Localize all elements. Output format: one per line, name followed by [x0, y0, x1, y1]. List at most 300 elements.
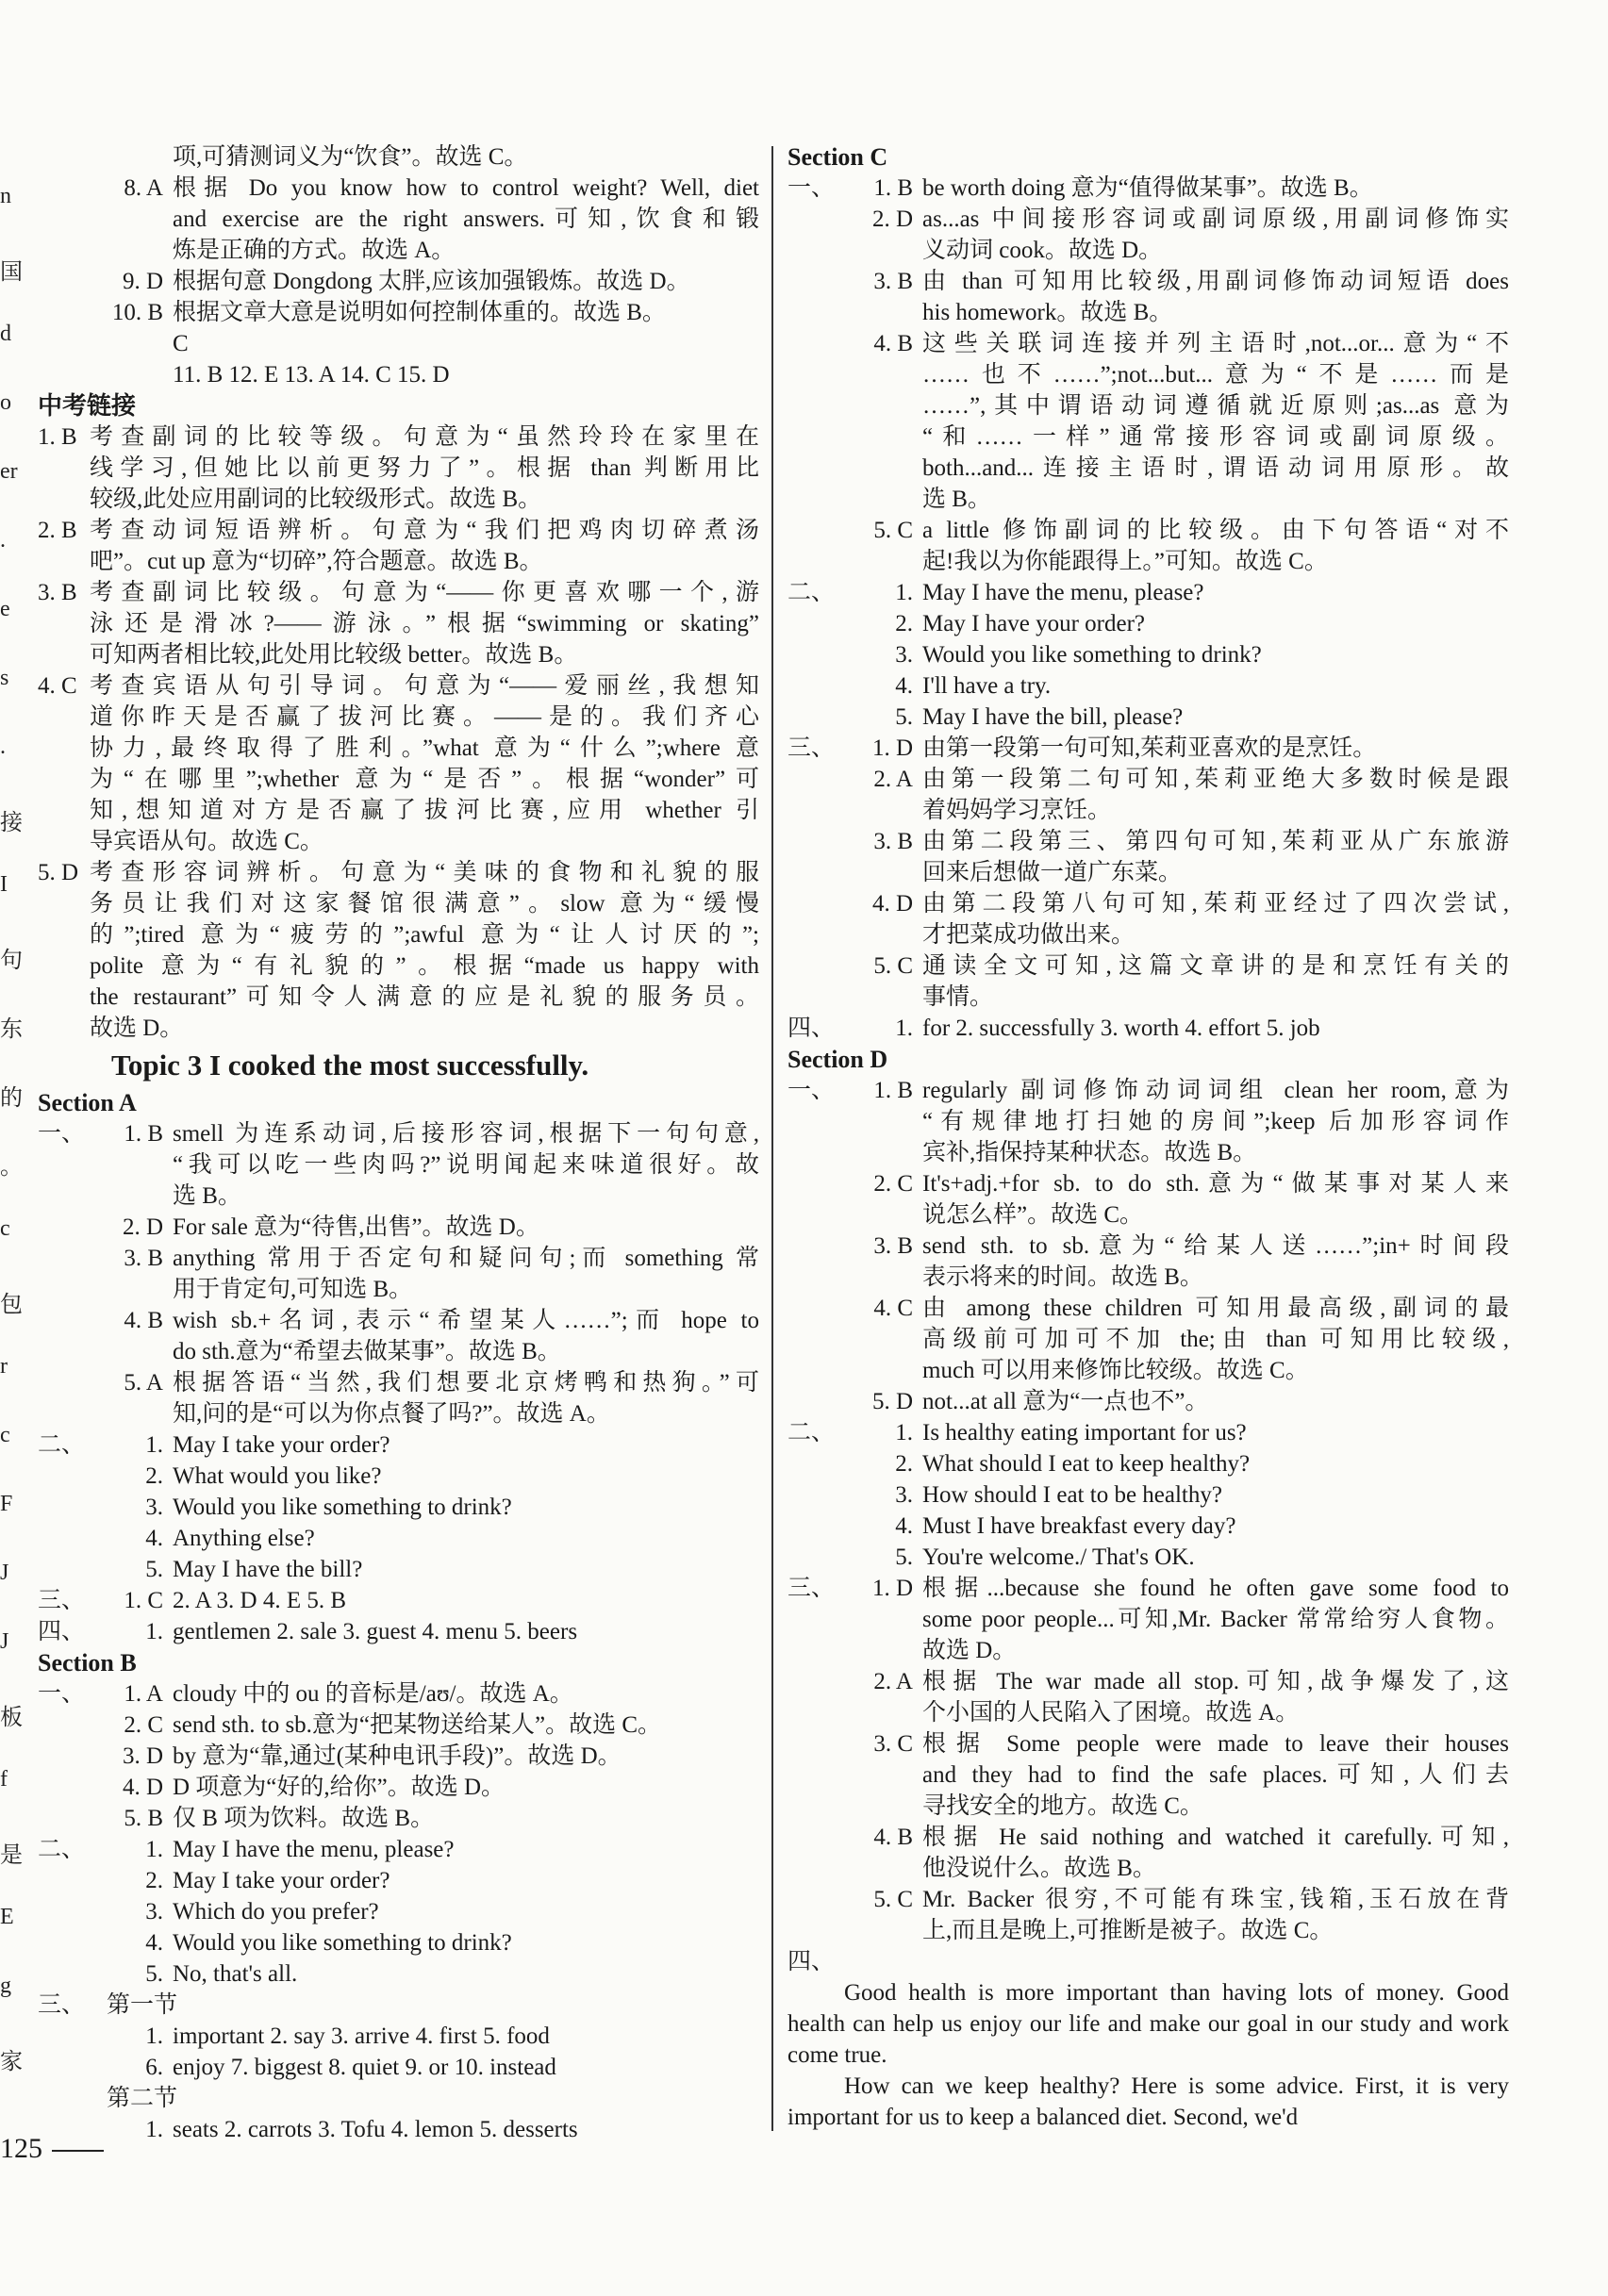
essay-paragraph-1: Good health is more important than having lots of money. Good health can help us enjoy our life and make our goal in our study and work come true. [787, 1980, 1509, 2068]
edge-fragment: c [0, 1216, 10, 1241]
answer-text: 较级,此处应用副词的比较级形式。故选 B。 [90, 487, 542, 512]
edge-fragment: 。 [0, 1155, 23, 1180]
edge-fragment: er [0, 459, 18, 484]
answer-text: C [173, 331, 189, 356]
answer-text: May I have the menu, please? [922, 580, 1204, 605]
question-number: 2. C [124, 1712, 163, 1738]
edge-fragment: o [0, 390, 11, 415]
answer-text: 泳还是滑冰?——游泳。”根据“swimming or skating” [90, 611, 759, 636]
question-group-marker: 二、 [787, 1420, 836, 1445]
answer-text: 根据文章大意是说明如何控制体重的。故选 B。 [173, 300, 666, 325]
answer-text: Which do you prefer? [173, 1899, 379, 1924]
answer-text: For sale 意为“待售,出售”。故选 D。 [173, 1214, 539, 1240]
answer-text: 故选 D。 [922, 1638, 1017, 1663]
answer-text: 考查动词短语辨析。句意为“我们把鸡肉切碎煮汤 [90, 518, 759, 543]
answer-line [787, 982, 1509, 1013]
answer-line [38, 670, 759, 702]
answer-line [38, 826, 759, 857]
answer-line [787, 1262, 1509, 1293]
edge-fragment: 东 [0, 1017, 23, 1042]
essay [787, 1977, 1509, 2133]
answer-line [787, 359, 1509, 390]
answer-text: 高级前可加可不加 the;由 than 可知用比较级, [922, 1327, 1509, 1352]
answer-line [787, 577, 1509, 608]
edge-fragment: e [0, 597, 10, 621]
section-b-answers [38, 1678, 759, 2145]
answer-text: 考查副词比较级。句意为“——你更喜欢哪一个,游 [90, 580, 759, 605]
answer-text: 这些关联词连接并列主语时,not...or...意为“不 [922, 331, 1509, 356]
edge-fragment: c [0, 1423, 10, 1447]
answer-line [787, 795, 1509, 826]
edge-fragment: g [0, 1974, 11, 1998]
answer-text: 协力,最终取得了胜利。”what 意为“什么”;where 意 [90, 735, 759, 761]
answer-line [787, 1791, 1509, 1822]
answer-line [38, 1741, 759, 1772]
question-group-marker: 2. B [38, 518, 77, 543]
answer-text: do sth.意为“希望去做某事”。故选 B。 [173, 1339, 561, 1364]
answer-text: 由 among these children 可知用最高级,副词的最 [922, 1296, 1509, 1321]
edge-fragment: 板 [0, 1706, 23, 1730]
answer-line [38, 1336, 759, 1367]
edge-fragment: s [0, 666, 9, 690]
answer-text: 故选 D。 [90, 1016, 184, 1041]
question-number: 3. B [873, 1233, 913, 1259]
question-number: 4. [145, 1930, 163, 1956]
answer-text: May I take your order? [173, 1432, 390, 1458]
question-number: 3. D [122, 1743, 163, 1769]
question-group-marker: 四、 [787, 1016, 836, 1041]
question-number: 2. D [122, 1214, 163, 1240]
answer-line [787, 484, 1509, 515]
question-number: 5. C [873, 518, 913, 543]
answer-line [38, 2114, 759, 2145]
answer-text: send sth. to sb.意为“给某人送……”;in+时间段 [922, 1233, 1509, 1259]
answer-line [787, 1386, 1509, 1417]
answer-line [787, 421, 1509, 453]
answer-text: May I have the menu, please? [173, 1837, 455, 1862]
answer-line [38, 204, 759, 235]
answer-line [38, 702, 759, 733]
answer-line [787, 204, 1509, 235]
answer-line [787, 1417, 1509, 1448]
answer-line [38, 608, 759, 639]
edge-fragment: 包 [0, 1293, 23, 1317]
answer-line [38, 515, 759, 546]
answer-text: 仅 B 项为饮料。故选 B。 [173, 1806, 435, 1831]
answer-text: 由第二段第三、第四句可知,茱莉亚从广东旅游 [922, 829, 1509, 854]
question-number: 5. [895, 704, 913, 730]
answer-text: 导宾语从句。故选 C。 [90, 829, 323, 854]
answer-line [38, 359, 759, 390]
question-number: 2. A [873, 1669, 913, 1694]
answer-line [38, 1554, 759, 1585]
answer-line [787, 1666, 1509, 1697]
section-c-heading: Section C [787, 143, 888, 171]
section-a-answers [38, 1118, 759, 1647]
answer-text: important 2. say 3. arrive 4. first 5. food [173, 2023, 550, 2049]
answer-text: 个小国的人民陷入了困境。故选 A。 [922, 1700, 1300, 1726]
question-number: 3. [895, 642, 913, 668]
answer-text: cloudy 中的 ou 的音标是/aʊ/。故选 A。 [173, 1681, 573, 1707]
answer-text: 着妈妈学习烹饪。 [922, 798, 1112, 823]
answer-text: Must I have breakfast every day? [922, 1513, 1236, 1539]
answer-text: ……”,其中谓语动词遵循就近原则;as...as 意为 [922, 393, 1509, 419]
question-number: 3. [145, 1899, 163, 1924]
answer-line [787, 1728, 1509, 1759]
topic2-answers-tail [38, 141, 759, 390]
answer-text: 知,想知道对方是否赢了拔河比赛,应用 whether 引 [90, 798, 759, 823]
section-b-heading: Section B [38, 1649, 137, 1677]
answer-line [787, 1106, 1509, 1137]
answer-text: 通读全文可知,这篇文章讲的是和烹饪有关的 [922, 953, 1509, 979]
answer-line [787, 453, 1509, 484]
answer-line [787, 857, 1509, 888]
answer-text: 根据答语“当然,我们想要北京烤鸭和热狗。”可 [173, 1370, 759, 1396]
answer-line [787, 1822, 1509, 1853]
question-number: 3. [895, 1482, 913, 1508]
question-group-marker: 4. C [38, 673, 77, 699]
answer-line [787, 950, 1509, 982]
answer-text: 由第一段第二句可知,茱莉亚绝大多数时候是跟 [922, 767, 1509, 792]
answer-text: 炼是正确的方式。故选 A。 [173, 238, 456, 263]
answer-text: 第一节 [107, 1992, 178, 2018]
answer-line [787, 702, 1509, 733]
answer-text: much 可以用来修饰比较级。故选 C。 [922, 1358, 1309, 1383]
section-d-heading: Section D [787, 1046, 888, 1073]
answer-line [787, 919, 1509, 950]
answer-text: 第二节 [107, 2086, 178, 2111]
question-number: 3. B [873, 269, 913, 294]
answer-line [38, 1523, 759, 1554]
answer-line [787, 1137, 1509, 1168]
answer-text: 吧”。cut up 意为“切碎”,符合题意。故选 B。 [90, 549, 543, 574]
edge-fragment: 接 [0, 811, 23, 835]
answer-text: Would you like something to drink? [173, 1930, 512, 1956]
answer-line [787, 235, 1509, 266]
answer-text: 根据句意 Dongdong 太胖,应该加强锻炼。故选 D。 [173, 269, 690, 294]
question-number: 4. D [122, 1775, 163, 1800]
answer-text: polite 意为“有礼貌的”。根据“made us happy with [90, 953, 759, 979]
essay-paragraph-2: How can we keep healthy? Here is some advice. First, it is very important for us to keep a balanced diet. Second, we'd [787, 2073, 1509, 2130]
section-a-heading: Section A [38, 1089, 137, 1116]
question-group-marker: 一、 [787, 1078, 836, 1103]
answer-text: May I take your order? [173, 1868, 390, 1893]
question-number: 2. [145, 1868, 163, 1893]
answer-line [787, 670, 1509, 702]
question-number: 1. [895, 1420, 913, 1445]
edge-fragment: 句 [0, 949, 23, 973]
answer-text: 线学习,但她比以前更努力了”。根据 than 判断用比 [90, 455, 759, 481]
question-number: 4. B [873, 1825, 913, 1850]
answer-line [787, 266, 1509, 297]
answer-line [787, 1884, 1509, 1915]
answer-text: How should I eat to be healthy? [922, 1482, 1222, 1508]
question-group-marker: 四、 [787, 1949, 836, 1974]
question-number: 1. [145, 1837, 163, 1862]
answer-text: and they had to find the safe places.可知,人们去 [922, 1762, 1509, 1788]
answer-text: send sth. to sb.意为“把某物送给某人”。故选 C。 [173, 1712, 662, 1738]
answer-line [787, 1915, 1509, 1946]
answer-line [38, 2052, 759, 2083]
question-group-marker: 三、 [787, 735, 836, 761]
answer-text: 义动词 cook。故选 D。 [922, 238, 1163, 263]
answer-line [787, 1604, 1509, 1635]
answer-line [38, 577, 759, 608]
edge-fragment: . [0, 735, 6, 759]
answer-line [38, 484, 759, 515]
question-number: 1. [895, 1016, 913, 1041]
question-group-marker: 三、 [38, 1992, 86, 2018]
answer-text: a little 修饰副词的比较级。由下句答语“对不 [922, 518, 1509, 543]
question-group-marker: 一、 [787, 175, 836, 201]
question-number: 1. D [871, 1576, 913, 1601]
answer-text: May I have your order? [922, 611, 1146, 636]
question-group-marker: 二、 [38, 1432, 86, 1458]
answer-text: Would you like something to drink? [173, 1495, 512, 1520]
edge-fragment: J [0, 1561, 9, 1585]
answer-line [38, 1772, 759, 1803]
answer-line [787, 1168, 1509, 1199]
answer-line [787, 173, 1509, 204]
answer-line [787, 1479, 1509, 1511]
edge-fragment: d [0, 322, 11, 346]
answer-text: 事情。 [922, 984, 994, 1010]
question-number: 1. [145, 1432, 163, 1458]
question-number: 4. [145, 1526, 163, 1551]
answer-line [38, 982, 759, 1013]
answer-line [38, 297, 759, 328]
answer-line [38, 1616, 759, 1647]
question-number: 8. A [124, 175, 163, 201]
answer-line [38, 328, 759, 359]
answer-line [787, 515, 1509, 546]
answer-line [787, 1853, 1509, 1884]
answer-line [38, 1398, 759, 1429]
question-group-marker: 5. D [38, 860, 79, 885]
answer-line [38, 1678, 759, 1710]
answer-line [38, 1013, 759, 1044]
answer-text: 知,问的是“可以为你点餐了吗?”。故选 A。 [173, 1401, 610, 1427]
answer-line [787, 297, 1509, 328]
answer-line [787, 1542, 1509, 1573]
answer-text: 由第二段第八句可知,茱莉亚经过了四次尝试, [922, 891, 1509, 917]
question-number: 10. B [111, 300, 163, 325]
answer-text: 寻找安全的地方。故选 C。 [922, 1793, 1203, 1819]
answer-line [787, 328, 1509, 359]
answer-line [787, 608, 1509, 639]
answer-line [787, 1013, 1509, 1044]
answer-text: I'll have a try. [922, 673, 1052, 699]
answer-line [787, 1635, 1509, 1666]
page-number: 125 [0, 2133, 42, 2164]
question-group-marker: 一、 [38, 1681, 86, 1707]
answer-line [38, 950, 759, 982]
answer-text: Mr. Backer 很穷,不可能有珠宝,钱箱,玉石放在背 [922, 1887, 1509, 1912]
answer-text: 根据 Some people were made to leave their houses [922, 1731, 1509, 1757]
answer-line [38, 1896, 759, 1927]
answer-line [787, 1324, 1509, 1355]
answer-text: Would you like something to drink? [922, 642, 1262, 668]
question-number: 4. C [873, 1296, 913, 1321]
question-number: 2. [895, 1451, 913, 1477]
question-number: 3. C [873, 1731, 913, 1757]
answer-line [38, 639, 759, 670]
answer-text: for 2. successfully 3. worth 4. effort 5. job [922, 1016, 1320, 1041]
answer-line [787, 639, 1509, 670]
answer-line [787, 1759, 1509, 1791]
edge-fragment: 家 [0, 2050, 23, 2074]
question-number: 1. C [124, 1588, 163, 1613]
answer-line [38, 795, 759, 826]
question-number: 5. [145, 1557, 163, 1582]
edge-fragment: f [0, 1767, 8, 1792]
answer-text: 上,而且是晚上,可推断是被子。故选 C。 [922, 1918, 1334, 1943]
right-column [787, 141, 1509, 2133]
answer-line [38, 919, 759, 950]
answer-text: May I have the bill? [173, 1557, 363, 1582]
edge-fragment: r [0, 1354, 8, 1379]
section-c-answers [787, 173, 1509, 1044]
answer-line [787, 1697, 1509, 1728]
answer-text: No, that's all. [173, 1961, 298, 1987]
answer-text: 用于肯定句,可知选 B。 [173, 1277, 413, 1302]
question-group-marker: 三、 [787, 1576, 836, 1601]
answer-line [38, 266, 759, 297]
answer-text: “和……一样”通常接形容词或副词原级。 [922, 424, 1509, 450]
answer-text: 他没说什么。故选 B。 [922, 1856, 1156, 1881]
answer-line [787, 888, 1509, 919]
answer-text: Is healthy eating important for us? [922, 1420, 1247, 1445]
answer-line [38, 1274, 759, 1305]
answer-line [38, 857, 759, 888]
answer-line [38, 1461, 759, 1492]
question-number: 5. C [873, 1887, 913, 1912]
question-number: 1. [145, 2023, 163, 2049]
edge-fragment: F [0, 1492, 13, 1516]
answer-line [38, 546, 759, 577]
answer-line [38, 1367, 759, 1398]
answer-text: 11. B 12. E 13. A 14. C 15. D [173, 362, 450, 388]
answer-line [38, 1149, 759, 1181]
question-number: 5. [145, 1961, 163, 1987]
answer-text: What should I eat to keep healthy? [922, 1451, 1251, 1477]
question-number: 2. D [871, 206, 913, 232]
answer-text: 选 B。 [173, 1183, 241, 1209]
answer-line [38, 235, 759, 266]
answer-text: 考查宾语从句引导词。句意为“——爱丽丝,我想知 [90, 673, 759, 699]
answer-text: both...and...连接主语时,谓语动词用原形。故 [922, 455, 1509, 481]
question-number: 1. D [871, 735, 913, 761]
question-number: 3. [145, 1495, 163, 1520]
answer-text: 的”;tired 意为“疲劳的”;awful 意为“让人讨厌的”; [90, 922, 759, 948]
answer-line [38, 1803, 759, 1834]
question-number: 2. C [873, 1171, 913, 1197]
question-group-marker: 3. B [38, 580, 77, 605]
question-number: 1. [145, 1619, 163, 1644]
answer-text: 道你昨天是否赢了拔河比赛。——是的。我们齐心 [90, 704, 759, 730]
question-number: 5. D [871, 1389, 913, 1414]
answer-line [38, 1492, 759, 1523]
answer-line [38, 733, 759, 764]
answer-text: 考查副词的比较等级。句意为“虽然玲玲在家里在 [90, 424, 759, 450]
answer-line [38, 1305, 759, 1336]
answer-text: You're welcome./ That's OK. [922, 1544, 1195, 1570]
question-number: 3. B [873, 829, 913, 854]
answer-text: 才把菜成功做出来。 [922, 922, 1136, 948]
question-number: 9. D [122, 269, 163, 294]
question-group-marker: 二、 [787, 580, 836, 605]
answer-line [38, 453, 759, 484]
question-group-marker: 二、 [38, 1837, 86, 1862]
answer-text: his homework。故选 B。 [922, 300, 1173, 325]
answer-text: 项,可猜测词义为“饮食”。故选 C。 [173, 144, 528, 170]
answer-text: the restaurant”可知令人满意的应是礼貌的服务员。 [90, 984, 759, 1010]
answer-line [38, 2083, 759, 2114]
answer-line [787, 1511, 1509, 1542]
answer-text: 选 B。 [922, 487, 991, 512]
edge-fragment: n [0, 184, 11, 208]
answer-text: 说怎么样”。故选 C。 [922, 1202, 1144, 1228]
answer-text: 务员让我们对这家餐馆很满意”。slow 意为“缓慢 [90, 891, 759, 917]
question-number: 1. B [873, 175, 913, 201]
edge-fragment: I [0, 872, 8, 897]
answer-line [38, 1118, 759, 1149]
answer-text: regularly 副词修饰动词词组 clean her room,意为 [922, 1078, 1509, 1103]
edge-fragment: 国 [0, 260, 23, 285]
answer-text: 回来后想做一道广东菜。 [922, 860, 1183, 885]
question-number: 1. B [124, 1121, 163, 1147]
answer-line [787, 764, 1509, 795]
question-number: 1. [145, 2117, 163, 2142]
answer-text: 可知两者相比较,此处用比较级 better。故选 B。 [90, 642, 578, 668]
answer-line [38, 1834, 759, 1865]
answer-line [38, 2021, 759, 2052]
answer-line [38, 1585, 759, 1616]
question-group-marker: 三、 [38, 1588, 86, 1613]
answer-text: “有规律地打扫她的房间”;keep 后加形容词作 [922, 1109, 1509, 1134]
answer-text: some poor people...可知,Mr. Backer 常常给穷人食物。 [922, 1607, 1509, 1632]
answer-line [38, 1429, 759, 1461]
column-divider [771, 146, 773, 2131]
question-number: 5. [895, 1544, 913, 1570]
question-number: 1. A [124, 1681, 163, 1707]
answer-text: by 意为“靠,通过(某种电讯手段)”。故选 D。 [173, 1743, 622, 1769]
answer-line [787, 1355, 1509, 1386]
question-number: 4. B [873, 331, 913, 356]
zhongkao-heading: 中考链接 [38, 392, 137, 420]
question-number: 1. B [873, 1078, 913, 1103]
answer-line [787, 1573, 1509, 1604]
question-number: 6. [145, 2055, 163, 2080]
answer-line [38, 1710, 759, 1741]
answer-line [38, 141, 759, 173]
question-number: 3. B [124, 1246, 163, 1271]
question-number: 2. [895, 611, 913, 636]
answer-line [787, 546, 1509, 577]
question-number: 5. C [873, 953, 913, 979]
answer-text: What would you like? [173, 1463, 382, 1489]
question-number: 5. B [124, 1806, 163, 1831]
question-number: 4. [895, 1513, 913, 1539]
answer-text: enjoy 7. biggest 8. quiet 9. or 10. instead [173, 2055, 556, 2080]
answer-line [38, 1212, 759, 1243]
answer-text: 根据 Do you know how to control weight? Well, diet [173, 175, 759, 201]
question-number: 4. [895, 673, 913, 699]
answer-line [38, 173, 759, 204]
answer-line [787, 1199, 1509, 1231]
topic-title: Topic 3 I cooked the most successfully. [111, 1049, 589, 1082]
question-number: 4. D [871, 891, 913, 917]
